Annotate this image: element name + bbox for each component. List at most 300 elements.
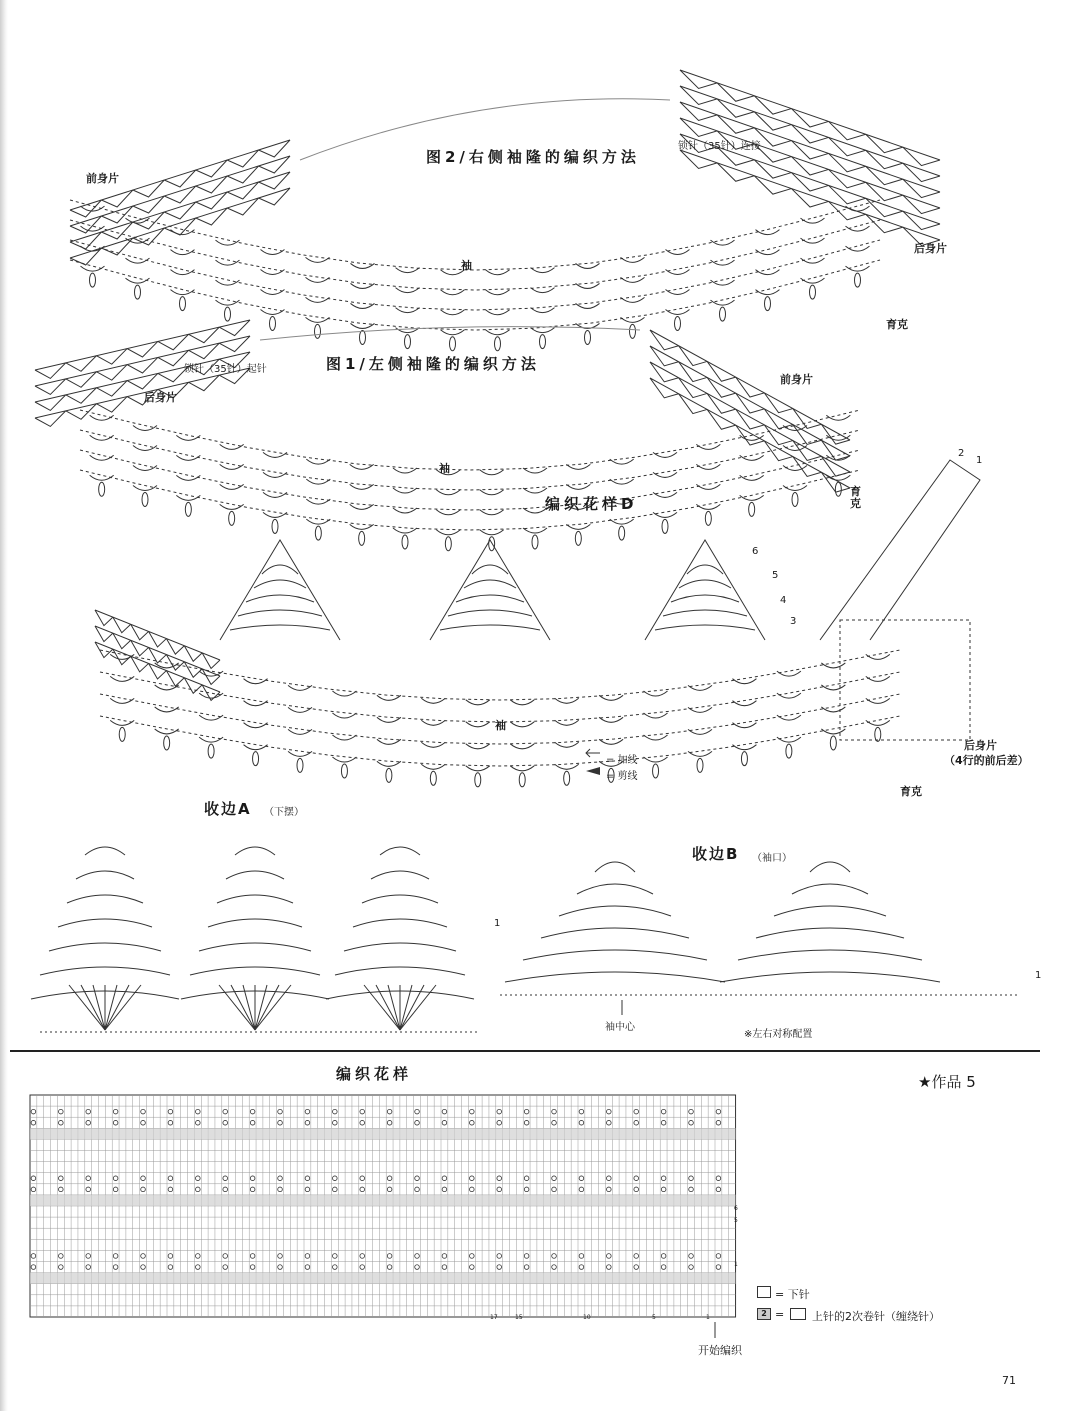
fig2-sleeve-scallop bbox=[621, 317, 645, 322]
chart-yo-symbol bbox=[716, 1120, 721, 1125]
fig1-sleeve-label: 袖 bbox=[439, 462, 450, 475]
fig1-sleeve-scallop bbox=[740, 475, 764, 480]
patternD-sleeve-scallop bbox=[510, 722, 534, 727]
fig1-sleeve-puff bbox=[142, 493, 148, 507]
chart-yo-symbol bbox=[552, 1187, 557, 1192]
chart-yo-symbol bbox=[59, 1109, 64, 1114]
edgingB-title: 收边B bbox=[692, 845, 740, 863]
fig1-sleeve-scallop bbox=[306, 479, 330, 484]
patternD-sleeve-scallop bbox=[732, 723, 756, 728]
patternD-sleeve-puff bbox=[119, 727, 125, 741]
chart-yo-symbol bbox=[716, 1176, 721, 1181]
edgingA-arc bbox=[199, 943, 311, 951]
chart-yo-symbol bbox=[661, 1187, 666, 1192]
fig2-sleeve-puff bbox=[855, 273, 861, 287]
edgingB-arc bbox=[738, 950, 922, 960]
fig1-sleeve-puff bbox=[402, 535, 408, 549]
chart-yo-symbol bbox=[360, 1254, 365, 1259]
edgingB-arc bbox=[541, 928, 689, 938]
edgingB-arc bbox=[595, 862, 635, 872]
chart-col-1: 1 bbox=[706, 1314, 710, 1321]
fig1-front-strip-triangle bbox=[650, 346, 679, 366]
fig1-sleeve-scallop bbox=[176, 455, 200, 460]
fig1-sleeve-puff bbox=[272, 519, 278, 533]
chart-yo-symbol bbox=[168, 1254, 173, 1259]
chart-yo-symbol bbox=[415, 1254, 420, 1259]
chart-row-6: 6 bbox=[734, 1205, 738, 1212]
fig2-sleeve-scallop bbox=[756, 230, 780, 235]
patternD-strip-triangle bbox=[166, 639, 184, 655]
row-label-5: 5 bbox=[772, 570, 779, 581]
chart-yo-symbol bbox=[634, 1187, 639, 1192]
fig1-sleeve-scallop bbox=[220, 504, 244, 509]
chart-yo-symbol bbox=[86, 1254, 91, 1259]
fig2-sleeve-scallop bbox=[306, 277, 330, 282]
edgingB-subtitle: （袖口） bbox=[752, 853, 792, 864]
fig2-sleeve-puff bbox=[90, 273, 96, 287]
patternD-arch bbox=[679, 580, 731, 588]
edgingA-arc bbox=[344, 943, 456, 951]
fig2-front-label: 前身片 bbox=[86, 172, 119, 185]
fig1-front-strip-triangle bbox=[764, 393, 793, 413]
patternD-sleeve-scallop bbox=[332, 735, 356, 740]
chart-col-15: 15 bbox=[515, 1314, 523, 1321]
fig1-sleeve-scallop bbox=[783, 466, 807, 471]
patternD-sleeve-scallop bbox=[155, 729, 179, 734]
fig2-sleeve-puff bbox=[675, 316, 681, 330]
patternD-sleeve-scallop bbox=[777, 671, 801, 676]
chart-yo-symbol bbox=[113, 1265, 118, 1270]
fig1-sleeve-puff bbox=[619, 526, 625, 540]
fig2-sleeve-scallop bbox=[711, 240, 735, 245]
fig1-front-strip-triangle bbox=[821, 440, 850, 460]
chart-yo-symbol bbox=[661, 1254, 666, 1259]
chart-yo-symbol bbox=[387, 1176, 392, 1181]
edgingA-spoke bbox=[105, 985, 129, 1030]
fig1-front-label: 前身片 bbox=[780, 373, 813, 386]
chart-yo-symbol bbox=[59, 1187, 64, 1192]
fig2-sleeve-scallop bbox=[126, 278, 150, 283]
fig1-sleeve-scallop bbox=[306, 519, 330, 524]
chart-yo-symbol bbox=[168, 1187, 173, 1192]
chart-yo-symbol bbox=[141, 1109, 146, 1114]
chart-yo-symbol bbox=[168, 1265, 173, 1270]
patternD-strip-triangle bbox=[149, 647, 167, 663]
chart-yo-symbol bbox=[607, 1254, 612, 1259]
patternD-sleeve-scallop bbox=[421, 764, 445, 769]
fig1-sleeve-scallop bbox=[263, 452, 287, 457]
patternD-sleeve-scallop bbox=[866, 654, 890, 659]
fig1-sleeve-scallop bbox=[393, 468, 417, 473]
fig1-sleeve-scallop bbox=[610, 479, 634, 484]
fig2-sleeve-scallop bbox=[396, 268, 420, 273]
chart-yo-symbol bbox=[196, 1120, 201, 1125]
chart-yo-symbol bbox=[552, 1109, 557, 1114]
fig2-sleeve-scallop bbox=[531, 328, 555, 333]
edgingB-arc bbox=[720, 972, 940, 982]
chart-yo-symbol bbox=[689, 1120, 694, 1125]
chart-yo-symbol bbox=[305, 1187, 310, 1192]
fig2-sleeve-puff bbox=[450, 337, 456, 351]
edgingB-arc bbox=[559, 906, 671, 916]
fig1-sleeve-scallop bbox=[220, 464, 244, 469]
fig2-sleeve-scallop bbox=[846, 226, 870, 231]
fig2-sleeve-scallop bbox=[666, 249, 690, 254]
fig2-sleeve-puff bbox=[720, 307, 726, 321]
patternD-sleeve-scallop bbox=[110, 720, 134, 725]
patternD-sleeve-scallop bbox=[777, 693, 801, 698]
patternD-sleeve-scallop bbox=[777, 715, 801, 720]
patternD-sleeve-puff bbox=[653, 764, 659, 778]
page-number: 71 bbox=[1002, 1374, 1016, 1387]
fig1-sleeve-puff bbox=[229, 511, 235, 525]
chart-yo-symbol bbox=[661, 1176, 666, 1181]
patternD-sleeve-scallop bbox=[821, 729, 845, 734]
section-divider bbox=[10, 1050, 1040, 1052]
patternD-sleeve-scallop bbox=[332, 757, 356, 762]
fig1-back-strip-triangle bbox=[66, 388, 97, 404]
chart-yo-symbol bbox=[607, 1187, 612, 1192]
edgingB-center-label: 袖中心 bbox=[605, 1022, 635, 1033]
chart-yo-symbol bbox=[113, 1254, 118, 1259]
fig1-sleeve-scallop bbox=[133, 446, 157, 451]
patternD-sleeve-scallop bbox=[466, 722, 490, 727]
chart-yo-symbol bbox=[59, 1265, 64, 1270]
chart-yo-symbol bbox=[333, 1265, 338, 1270]
fig1-back-strip-triangle bbox=[66, 356, 97, 372]
fig2-front-strip-line bbox=[70, 156, 290, 226]
fig1-sleeve-scallop bbox=[480, 470, 504, 475]
legend-cut-yarn: = 剪线 bbox=[606, 771, 638, 782]
fig1-sleeve-scallop bbox=[436, 530, 460, 535]
chart-yo-symbol bbox=[360, 1176, 365, 1181]
edgingA-subtitle: （下摆） bbox=[264, 807, 304, 818]
edgingA-arc bbox=[226, 871, 284, 879]
patternD-sleeve-scallop bbox=[821, 663, 845, 668]
chart-col-5: 5 bbox=[652, 1314, 656, 1321]
edgingA-arc bbox=[76, 871, 134, 879]
patternD-back-note: （4行的前后差） bbox=[944, 754, 1029, 767]
fig1-back-label: 后身片 bbox=[144, 391, 177, 404]
chart-yo-symbol bbox=[196, 1109, 201, 1114]
chart-yo-symbol bbox=[59, 1120, 64, 1125]
patternD-sleeve-scallop bbox=[866, 720, 890, 725]
add-yarn-icon bbox=[586, 749, 600, 757]
patternD-strip-triangle bbox=[131, 624, 149, 640]
patternD-sleeve-scallop bbox=[777, 737, 801, 742]
fig2-sleeve-scallop bbox=[801, 238, 825, 243]
patternD-sleeve-scallop bbox=[155, 707, 179, 712]
patternD-sleeve-scallop bbox=[199, 737, 223, 742]
start-knitting-label: 开始编织 bbox=[698, 1344, 742, 1357]
patternD-arch bbox=[663, 610, 747, 616]
chart-yo-symbol bbox=[716, 1254, 721, 1259]
fig1-sleeve-scallop bbox=[176, 435, 200, 440]
chart-yo-symbol bbox=[196, 1187, 201, 1192]
fig2-sleeve-scallop bbox=[666, 289, 690, 294]
fig2-sleeve-scallop bbox=[441, 290, 465, 295]
fig1-front-strip-triangle bbox=[679, 346, 708, 366]
fig1-sleeve-puff bbox=[662, 519, 668, 533]
chart-yo-symbol bbox=[470, 1187, 475, 1192]
patternD-strip-triangle bbox=[149, 631, 167, 647]
chart-yo-symbol bbox=[31, 1176, 36, 1181]
patternD-sleeve-puff bbox=[786, 744, 792, 758]
patternD-sleeve-puff bbox=[697, 758, 703, 772]
patternD-strip-triangle bbox=[95, 610, 113, 626]
fig1-sleeve-scallop bbox=[90, 475, 114, 480]
patternD-sleeve-scallop bbox=[199, 715, 223, 720]
fig2-sleeve-scallop bbox=[846, 246, 870, 251]
fig1-sleeve-scallop bbox=[696, 444, 720, 449]
fig2-sleeve-scallop bbox=[531, 268, 555, 273]
fig2-sleeve-scallop bbox=[261, 289, 285, 294]
chart-yo-symbol bbox=[497, 1176, 502, 1181]
patternD-sleeve-puff bbox=[253, 752, 259, 766]
fig2-sleeve-row bbox=[70, 240, 880, 310]
fig2-title: 图2/右侧袖隆的编织方法 bbox=[426, 148, 640, 166]
chart-yo-symbol bbox=[387, 1120, 392, 1125]
chart-yo-symbol bbox=[579, 1176, 584, 1181]
fig1-back-strip-triangle bbox=[219, 320, 250, 336]
fig2-sleeve-scallop bbox=[756, 290, 780, 295]
fig1-sleeve-scallop bbox=[176, 475, 200, 480]
fig2-back-strip-triangle bbox=[754, 96, 791, 114]
chart-yo-symbol bbox=[333, 1254, 338, 1259]
fig1-sleeve-scallop bbox=[133, 466, 157, 471]
fig1-back-strip-triangle bbox=[35, 379, 66, 395]
chart-yo-symbol bbox=[552, 1176, 557, 1181]
patternD-sleeve-scallop bbox=[332, 691, 356, 696]
fig1-sleeve-puff bbox=[705, 511, 711, 525]
chart-yo-symbol bbox=[497, 1187, 502, 1192]
chart-yo-symbol bbox=[661, 1109, 666, 1114]
fig2-sleeve-puff bbox=[270, 316, 276, 330]
chart-yo-symbol bbox=[223, 1254, 228, 1259]
chart-yo-symbol bbox=[634, 1109, 639, 1114]
chart-yo-symbol bbox=[497, 1265, 502, 1270]
fig1-back-strip-triangle bbox=[96, 381, 127, 397]
fig1-front-strip-triangle bbox=[650, 362, 679, 382]
chart-yo-symbol bbox=[579, 1187, 584, 1192]
chart-yo-symbol bbox=[442, 1120, 447, 1125]
edgingA-arc bbox=[190, 967, 320, 975]
edgingA-arc bbox=[371, 871, 429, 879]
chart-yo-symbol bbox=[86, 1120, 91, 1125]
patternD-strip-triangle bbox=[184, 678, 202, 694]
fig1-sleeve-puff bbox=[99, 482, 105, 496]
edgingA-arc bbox=[58, 919, 152, 927]
chart-row-1: 1 bbox=[734, 1261, 738, 1268]
patternD-arch bbox=[472, 565, 508, 574]
patternD-arch bbox=[238, 610, 322, 616]
chart-yo-symbol bbox=[278, 1254, 283, 1259]
edgingB-row-label: 1 bbox=[1035, 970, 1042, 981]
edgingA-spoke bbox=[376, 985, 400, 1030]
chart-yo-symbol bbox=[223, 1265, 228, 1270]
edgingA-title: 收边A bbox=[204, 800, 252, 818]
patternD-sleeve-scallop bbox=[866, 676, 890, 681]
chart-yo-symbol bbox=[250, 1187, 255, 1192]
fig1-front-strip-triangle bbox=[736, 377, 765, 397]
patternD-sleeve-scallop bbox=[110, 698, 134, 703]
chart-yo-symbol bbox=[634, 1265, 639, 1270]
fig1-sleeve-scallop bbox=[90, 455, 114, 460]
fig1-front-strip-triangle bbox=[793, 457, 822, 477]
chart-yo-symbol bbox=[86, 1265, 91, 1270]
patternD-arch bbox=[262, 565, 298, 574]
edgingA-spoke bbox=[231, 985, 255, 1030]
patternD-arch bbox=[448, 610, 532, 616]
chart-yo-symbol bbox=[579, 1120, 584, 1125]
fig2-sleeve-scallop bbox=[171, 290, 195, 295]
patternD-strip-triangle bbox=[113, 617, 131, 633]
patternD-title: 编织花样D bbox=[545, 495, 638, 513]
patternD-sleeve-scallop bbox=[732, 679, 756, 684]
patternD-sleeve-scallop bbox=[466, 766, 490, 771]
patternD-sleeve-scallop bbox=[421, 698, 445, 703]
fig1-sleeve-scallop bbox=[306, 499, 330, 504]
patternD-sleeve-scallop bbox=[644, 735, 668, 740]
patternD-sleeve-puff bbox=[341, 764, 347, 778]
fig2-sleeve-scallop bbox=[171, 270, 195, 275]
chart-yo-symbol bbox=[470, 1254, 475, 1259]
patternD-sleeve-puff bbox=[297, 758, 303, 772]
chart-yo-symbol bbox=[278, 1109, 283, 1114]
fig1-sleeve-scallop bbox=[133, 486, 157, 491]
work-number: ★作品 5 bbox=[918, 1073, 976, 1091]
chart-yo-symbol bbox=[524, 1109, 529, 1114]
chart-yo-symbol bbox=[470, 1109, 475, 1114]
cut-yarn-icon bbox=[586, 767, 600, 775]
edgingB-arc bbox=[505, 972, 725, 982]
fig2-sleeve-puff bbox=[495, 337, 501, 351]
chart-yo-symbol bbox=[579, 1254, 584, 1259]
chart-yo-symbol bbox=[634, 1254, 639, 1259]
chart-yo-symbol bbox=[360, 1120, 365, 1125]
chart-yo-symbol bbox=[607, 1265, 612, 1270]
fig1-front-strip-line bbox=[650, 330, 850, 440]
fig1-sleeve-scallop bbox=[480, 490, 504, 495]
fig1-back-strip-triangle bbox=[96, 365, 127, 381]
patternD-back-label: 后身片 bbox=[964, 739, 997, 752]
fig1-back-strip-triangle bbox=[96, 349, 127, 365]
patternD-sleeve-puff bbox=[475, 773, 481, 787]
chart-yo-symbol bbox=[86, 1109, 91, 1114]
edgingA-spoke bbox=[400, 985, 424, 1030]
fig2-sleeve-scallop bbox=[666, 269, 690, 274]
chart-yo-symbol bbox=[59, 1254, 64, 1259]
chart-yo-symbol bbox=[31, 1120, 36, 1125]
legend-wrap-symbol: 2 bbox=[757, 1308, 771, 1320]
chart-yo-symbol bbox=[333, 1120, 338, 1125]
fig1-sleeve-scallop bbox=[696, 464, 720, 469]
patternD-sleeve-puff bbox=[519, 773, 525, 787]
chart-yo-symbol bbox=[716, 1187, 721, 1192]
chart-yo-symbol bbox=[607, 1120, 612, 1125]
fig1-front-strip-triangle bbox=[707, 361, 736, 381]
fig2-back-strip-triangle bbox=[829, 121, 866, 139]
patternD-sleeve-label: 袖 bbox=[495, 719, 506, 732]
patternD-strip-line bbox=[95, 642, 220, 692]
fig1-sleeve-scallop bbox=[133, 426, 157, 431]
row-label-6: 6 bbox=[752, 546, 759, 557]
edgingA-arc bbox=[380, 847, 420, 855]
fig2-sleeve-scallop bbox=[441, 310, 465, 315]
fig1-sleeve-scallop bbox=[566, 464, 590, 469]
chart-yo-symbol bbox=[360, 1187, 365, 1192]
fig1-front-strip-triangle bbox=[764, 441, 793, 461]
fig2-sleeve-scallop bbox=[801, 218, 825, 223]
patternD-sleeve-scallop bbox=[244, 745, 268, 750]
chart-yo-symbol bbox=[141, 1265, 146, 1270]
fig2-sleeve-scallop bbox=[801, 258, 825, 263]
fig1-sleeve-puff bbox=[315, 526, 321, 540]
chart-yo-symbol bbox=[196, 1254, 201, 1259]
patternD-strip-triangle bbox=[131, 656, 149, 672]
fig2-sleeve-scallop bbox=[396, 288, 420, 293]
chart-yo-symbol bbox=[168, 1176, 173, 1181]
patternD-arch bbox=[464, 580, 516, 588]
fig1-sleeve-scallop bbox=[826, 475, 850, 480]
patternD-sleeve-scallop bbox=[510, 700, 534, 705]
edgingA-arc bbox=[335, 967, 465, 975]
chart-yo-symbol bbox=[250, 1254, 255, 1259]
fig2-sleeve-puff bbox=[765, 297, 771, 311]
chart-yo-symbol bbox=[442, 1187, 447, 1192]
edgingA-arc bbox=[362, 895, 438, 903]
patternD-sleeve-puff bbox=[386, 768, 392, 782]
fig1-sleeve-puff bbox=[359, 531, 365, 545]
fig1-sleeve-scallop bbox=[696, 504, 720, 509]
fig1-sleeve-scallop bbox=[263, 512, 287, 517]
chart-yo-symbol bbox=[689, 1176, 694, 1181]
fig2-chain-join-label: 锁针（35针）连接 bbox=[678, 141, 761, 152]
patternD-strip-triangle bbox=[166, 671, 184, 687]
chart-yo-symbol bbox=[113, 1176, 118, 1181]
fig2-sleeve-scallop bbox=[486, 310, 510, 315]
fig1-back-strip-triangle bbox=[35, 411, 66, 427]
fig1-sleeve-puff bbox=[489, 537, 495, 551]
edgingA-arc bbox=[85, 847, 125, 855]
patternD-sleeve-scallop bbox=[732, 701, 756, 706]
edgingA-spoke bbox=[255, 985, 279, 1030]
fig2-sleeve-scallop bbox=[306, 297, 330, 302]
patternD-arch bbox=[254, 580, 306, 588]
chart-yo-symbol bbox=[415, 1265, 420, 1270]
fig2-sleeve-scallop bbox=[81, 226, 105, 231]
fig1-sleeve-row bbox=[80, 470, 860, 530]
fig2-sleeve-scallop bbox=[846, 266, 870, 271]
chart-yo-symbol bbox=[360, 1265, 365, 1270]
fig1-back-strip-triangle bbox=[35, 395, 66, 411]
edgingA-row-label: 1 bbox=[494, 918, 501, 929]
patternD-arch bbox=[246, 595, 314, 602]
fig1-back-strip-triangle bbox=[189, 375, 220, 391]
patternD-arch bbox=[230, 625, 330, 630]
patternD-sleeve-scallop bbox=[110, 654, 134, 659]
edgingB-arc bbox=[774, 906, 886, 916]
fig1-sleeve-row bbox=[80, 450, 860, 510]
fig1-sleeve-scallop bbox=[696, 484, 720, 489]
fig2-sleeve-scallop bbox=[486, 270, 510, 275]
fig1-sleeve-scallop bbox=[263, 492, 287, 497]
fig1-sleeve-scallop bbox=[176, 495, 200, 500]
fig2-sleeve-puff bbox=[225, 307, 231, 321]
chart-yo-symbol bbox=[31, 1265, 36, 1270]
patternD-sleeve-scallop bbox=[821, 707, 845, 712]
fig2-back-strip-triangle bbox=[866, 134, 903, 152]
